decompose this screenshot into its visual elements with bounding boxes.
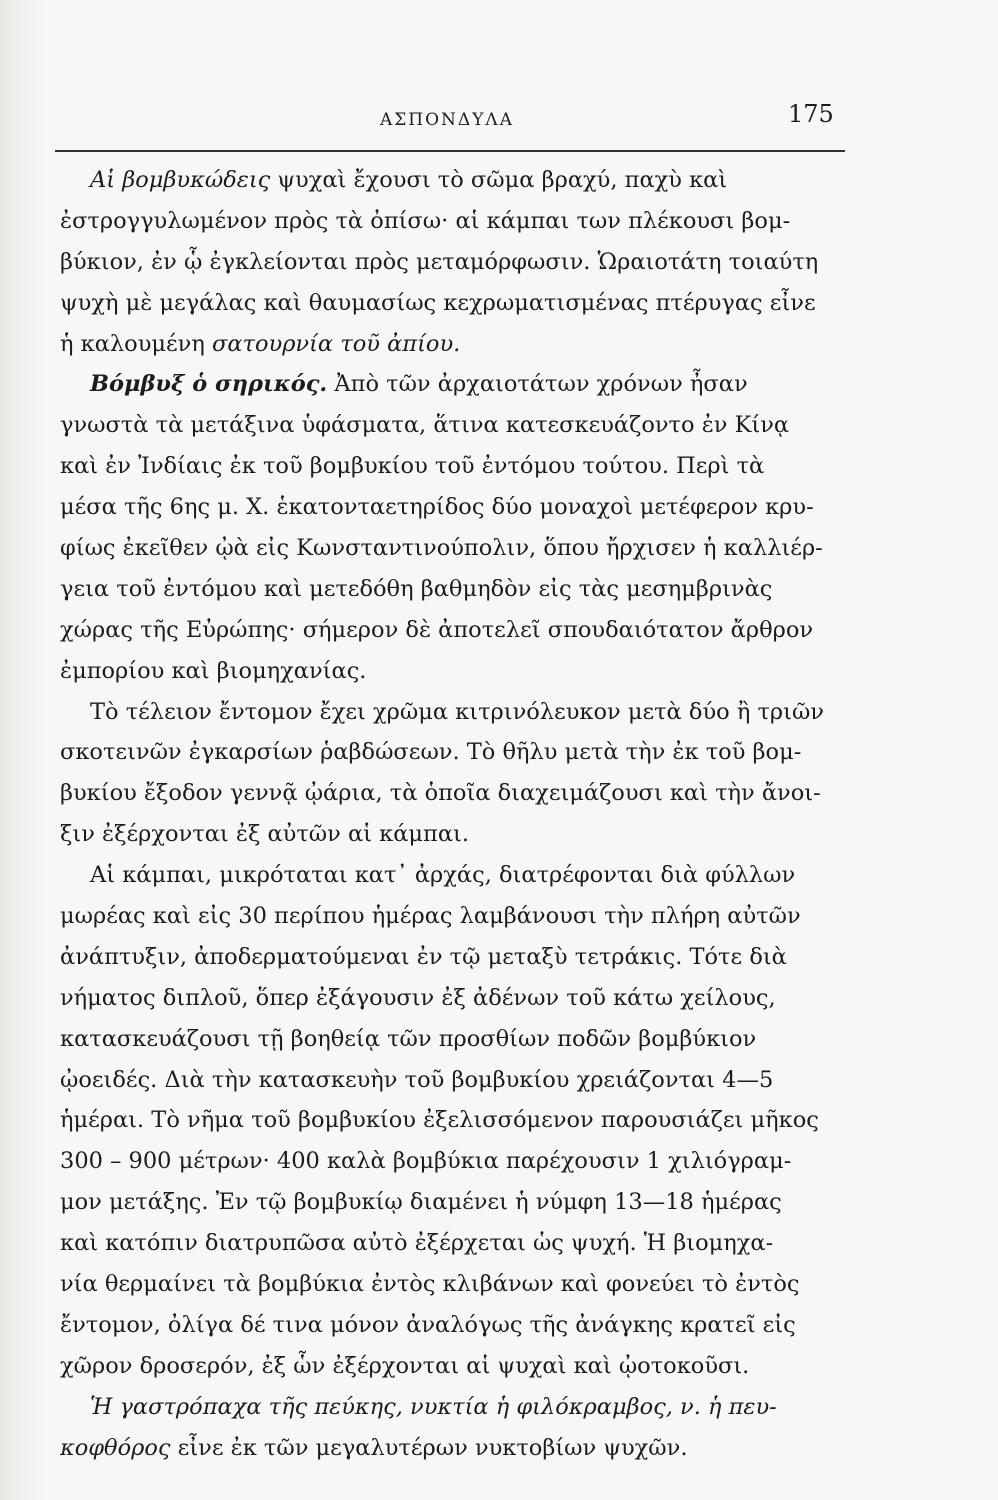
text-line [60,978,850,1019]
running-title: ΑΣΠΟΝΔΥΛΑ [380,110,514,130]
header-rule [55,150,845,152]
running-head [0,100,998,140]
text-line [60,1346,850,1387]
text-run: Βόμβυξ ὁ σηρικός. [90,371,328,398]
text-line [60,1305,850,1346]
text-run: γνωστὰ τὰ μετάξινα ὑφάσματα, ἅτινα κατεσκευάζοντο ἐν Κίνᾳ [60,412,790,439]
text-line [60,692,850,733]
text-line [60,1019,850,1060]
body-text [60,160,850,1469]
text-line [60,569,850,610]
text-line [60,528,850,569]
text-run: 300 – 900 μέτρων· 400 καλὰ βομβύκια παρέχουσιν 1 χιλιόγραμ- [60,1148,792,1175]
text-run: βομβυκώδεις [122,167,271,193]
text-line [60,651,850,692]
text-line [60,324,850,365]
text-run: βυκίου ἔξοδον γεννᾷ ᾠάρια, τὰ ὁποῖα διαχειμάζουσι καὶ τὴν ἄνοι- [60,780,821,807]
text-run: καὶ ἐν Ἰνδίαις ἐκ τοῦ βομβυκίου τοῦ ἐντόμου τούτου. Περὶ τὰ [60,453,765,480]
text-line [60,773,850,814]
text-run: νήματος διπλοῦ, ὅπερ ἐξάγουσιν ἐξ ἀδένων τοῦ κάτω χείλους, [60,984,776,1011]
text-run: ξιν ἐξέρχονται ἐξ αὐτῶν αἱ κάμπαι. [60,821,469,848]
text-line [60,487,850,528]
page-number: 175 [788,100,834,128]
text-line [60,201,850,242]
text-line [60,160,850,201]
text-run: ψυχαὶ ἔχουσι τὸ σῶμα βραχύ, παχὺ καὶ [270,167,728,193]
text-line [60,1264,850,1305]
text-line [60,814,850,855]
text-line [60,1223,850,1264]
text-line [60,937,850,978]
text-run: χώρας τῆς Εὐρώπης· σήμερον δὲ ἀποτελεῖ σπουδαιότατον ἄρθρον [60,616,814,643]
text-line [60,732,850,773]
text-run: ἔντομον, ὀλίγα δέ τινα μόνον ἀναλόγως τῆς ἀνάγκης κρατεῖ εἰς [60,1311,796,1338]
text-line [60,242,850,283]
text-run: κατασκευάζουσι τῇ βοηθείᾳ τῶν προσθίων ποδῶν βομβύκιον [60,1025,757,1052]
text-run: μωρέας καὶ εἰς 30 περίπου ἡμέρας λαμβάνουσι τὴν πλήρη αὐτῶν [60,903,801,930]
text-run: ᾠοειδές. Διὰ τὴν κατασκευὴν τοῦ βομβυκίου χρειάζονται 4—5 [60,1066,774,1093]
text-line [60,283,850,324]
text-run: καὶ κατόπιν διατρυπῶσα αὐτὸ ἐξέρχεται ὡς ψυχή. Ἡ βιομηχα- [60,1230,774,1257]
text-line [60,1100,850,1141]
text-run: σκοτεινῶν ἐγκαρσίων ῥαβδώσεων. Τὸ θῆλυ μετὰ τὴν ἐκ τοῦ βομ- [60,739,802,766]
text-run: Τὸ τέλειον ἔντομον ἔχει χρῶμα κιτρινόλευκον μετὰ δύο ἢ τριῶν [90,698,824,725]
text-run: νία θερμαίνει τὰ βομβύκια ἐντὸς κλιβάνων καὶ φονεύει τὸ ἐντὸς [60,1271,800,1298]
text-line [60,364,850,405]
text-run: ἀνάπτυξιν, ἀποδερματούμεναι ἐν τῷ μεταξὺ τετράκις. Τότε διὰ [60,943,787,970]
text-line [60,896,850,937]
text-run: ἐμπορίου καὶ βιομηχανίας. [60,657,367,684]
text-run: Ἀπὸ τῶν ἀρχαιοτάτων χρόνων ἦσαν [327,371,748,398]
text-run: ἡμέραι. Τὸ νῆμα τοῦ βομβυκίου ἐξελισσόμενον παρουσιάζει μῆκος [60,1107,819,1134]
text-line [60,610,850,651]
text-run: φίως ἐκεῖθεν ᾠὰ εἰς Κωνσταντινούπολιν, ὅπου ἤρχισεν ἡ καλλιέρ- [60,535,823,562]
text-line [60,1182,850,1223]
text-line [60,1060,850,1101]
text-run: σατουρνία τοῦ ἀπίου. [211,330,461,357]
text-run: Ἡ γαστρόπαχα τῆς πεύκης, νυκτία ἡ φιλόκραμβος, ν. ἡ πευ- [90,1393,777,1420]
text-line [60,1141,850,1182]
text-run: ἐστρογγυλωμένον πρὸς τὰ ὀπίσω· αἱ κάμπαι των πλέκουσι βομ- [60,207,791,234]
text-line [60,1387,850,1428]
text-line [60,855,850,896]
text-run: ψυχὴ μὲ μεγάλας καὶ θαυμασίως κεχρωματισμένας πτέρυγας εἶνε [60,289,816,316]
text-run: Αἱ [90,167,123,193]
text-line [60,1428,850,1469]
text-run: Αἱ κάμπαι, μικρόταται κατ᾽ ἀρχάς, διατρέφονται διὰ φύλλων [90,862,796,889]
text-run: γεια τοῦ ἐντόμου καὶ μετεδόθη βαθμηδὸν εἰς τὰς μεσημβρινὰς [60,575,773,602]
text-run: χῶρον δροσερόν, ἐξ ὧν ἐξέρχονται αἱ ψυχαὶ καὶ ᾠοτοκοῦσι. [60,1352,750,1379]
text-run: μον μετάξης. Ἐν τῷ βομβυκίῳ διαμένει ἡ νύμφη 13—18 ἡμέρας [60,1189,782,1216]
text-run: μέσα τῆς 6ης μ. Χ. ἑκατονταετηρίδος δύο μοναχοὶ μετέφερον κρυ- [60,494,814,521]
text-run: εἶνε ἐκ τῶν μεγαλυτέρων νυκτοβίων ψυχῶν. [170,1434,688,1461]
text-run: βύκιον, ἐν ᾧ ἐγκλείονται πρὸς μεταμόρφωσιν. Ὡραιοτάτη τοιαύτη [60,248,819,275]
text-line [60,405,850,446]
text-run: κοφθόρος [60,1434,171,1461]
text-line [60,446,850,487]
text-run: ἡ καλουμένη [60,330,212,357]
